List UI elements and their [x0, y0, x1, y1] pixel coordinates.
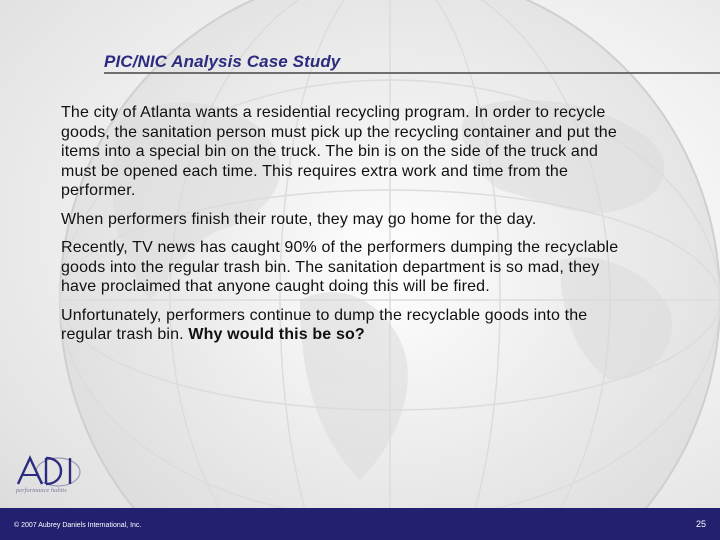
paragraph-1: The city of Atlanta wants a residential recycling program. In order to recycle goods, the sanitation person must pick up the recycling container and put the items into a special bin on the truck. The bin is on the side of the truck and must be opened each time. This requires extra work and time from the performer.	[61, 104, 617, 199]
logo-tagline: performance habits	[16, 487, 67, 494]
title-underline	[104, 72, 720, 74]
adi-logo	[14, 454, 90, 498]
adi-wordmark-icon	[14, 454, 86, 488]
copyright-text: © 2007 Aubrey Daniels International, Inc.	[14, 522, 142, 529]
footer-bar	[0, 508, 720, 540]
paragraph-2: When performers finish their route, they may go home for the day.	[61, 210, 537, 228]
paragraph-4	[61, 306, 621, 345]
slide-title: PIC/NIC Analysis Case Study	[104, 52, 341, 71]
paragraph-4-text: Unfortunately, performers continue to dump the recyclable goods into the regular trash bin.	[61, 306, 588, 343]
slide-body	[61, 103, 621, 354]
page-number: 25	[695, 519, 706, 529]
title-bar	[104, 50, 720, 76]
question-emphasis: Why would this be so?	[188, 326, 365, 343]
paragraph-3: Recently, TV news has caught 90% of the performers dumping the recyclable goods into the regular trash bin. The sanitation department is so mad, they have proclaimed that anyone caught doing this will be fired.	[61, 239, 619, 295]
